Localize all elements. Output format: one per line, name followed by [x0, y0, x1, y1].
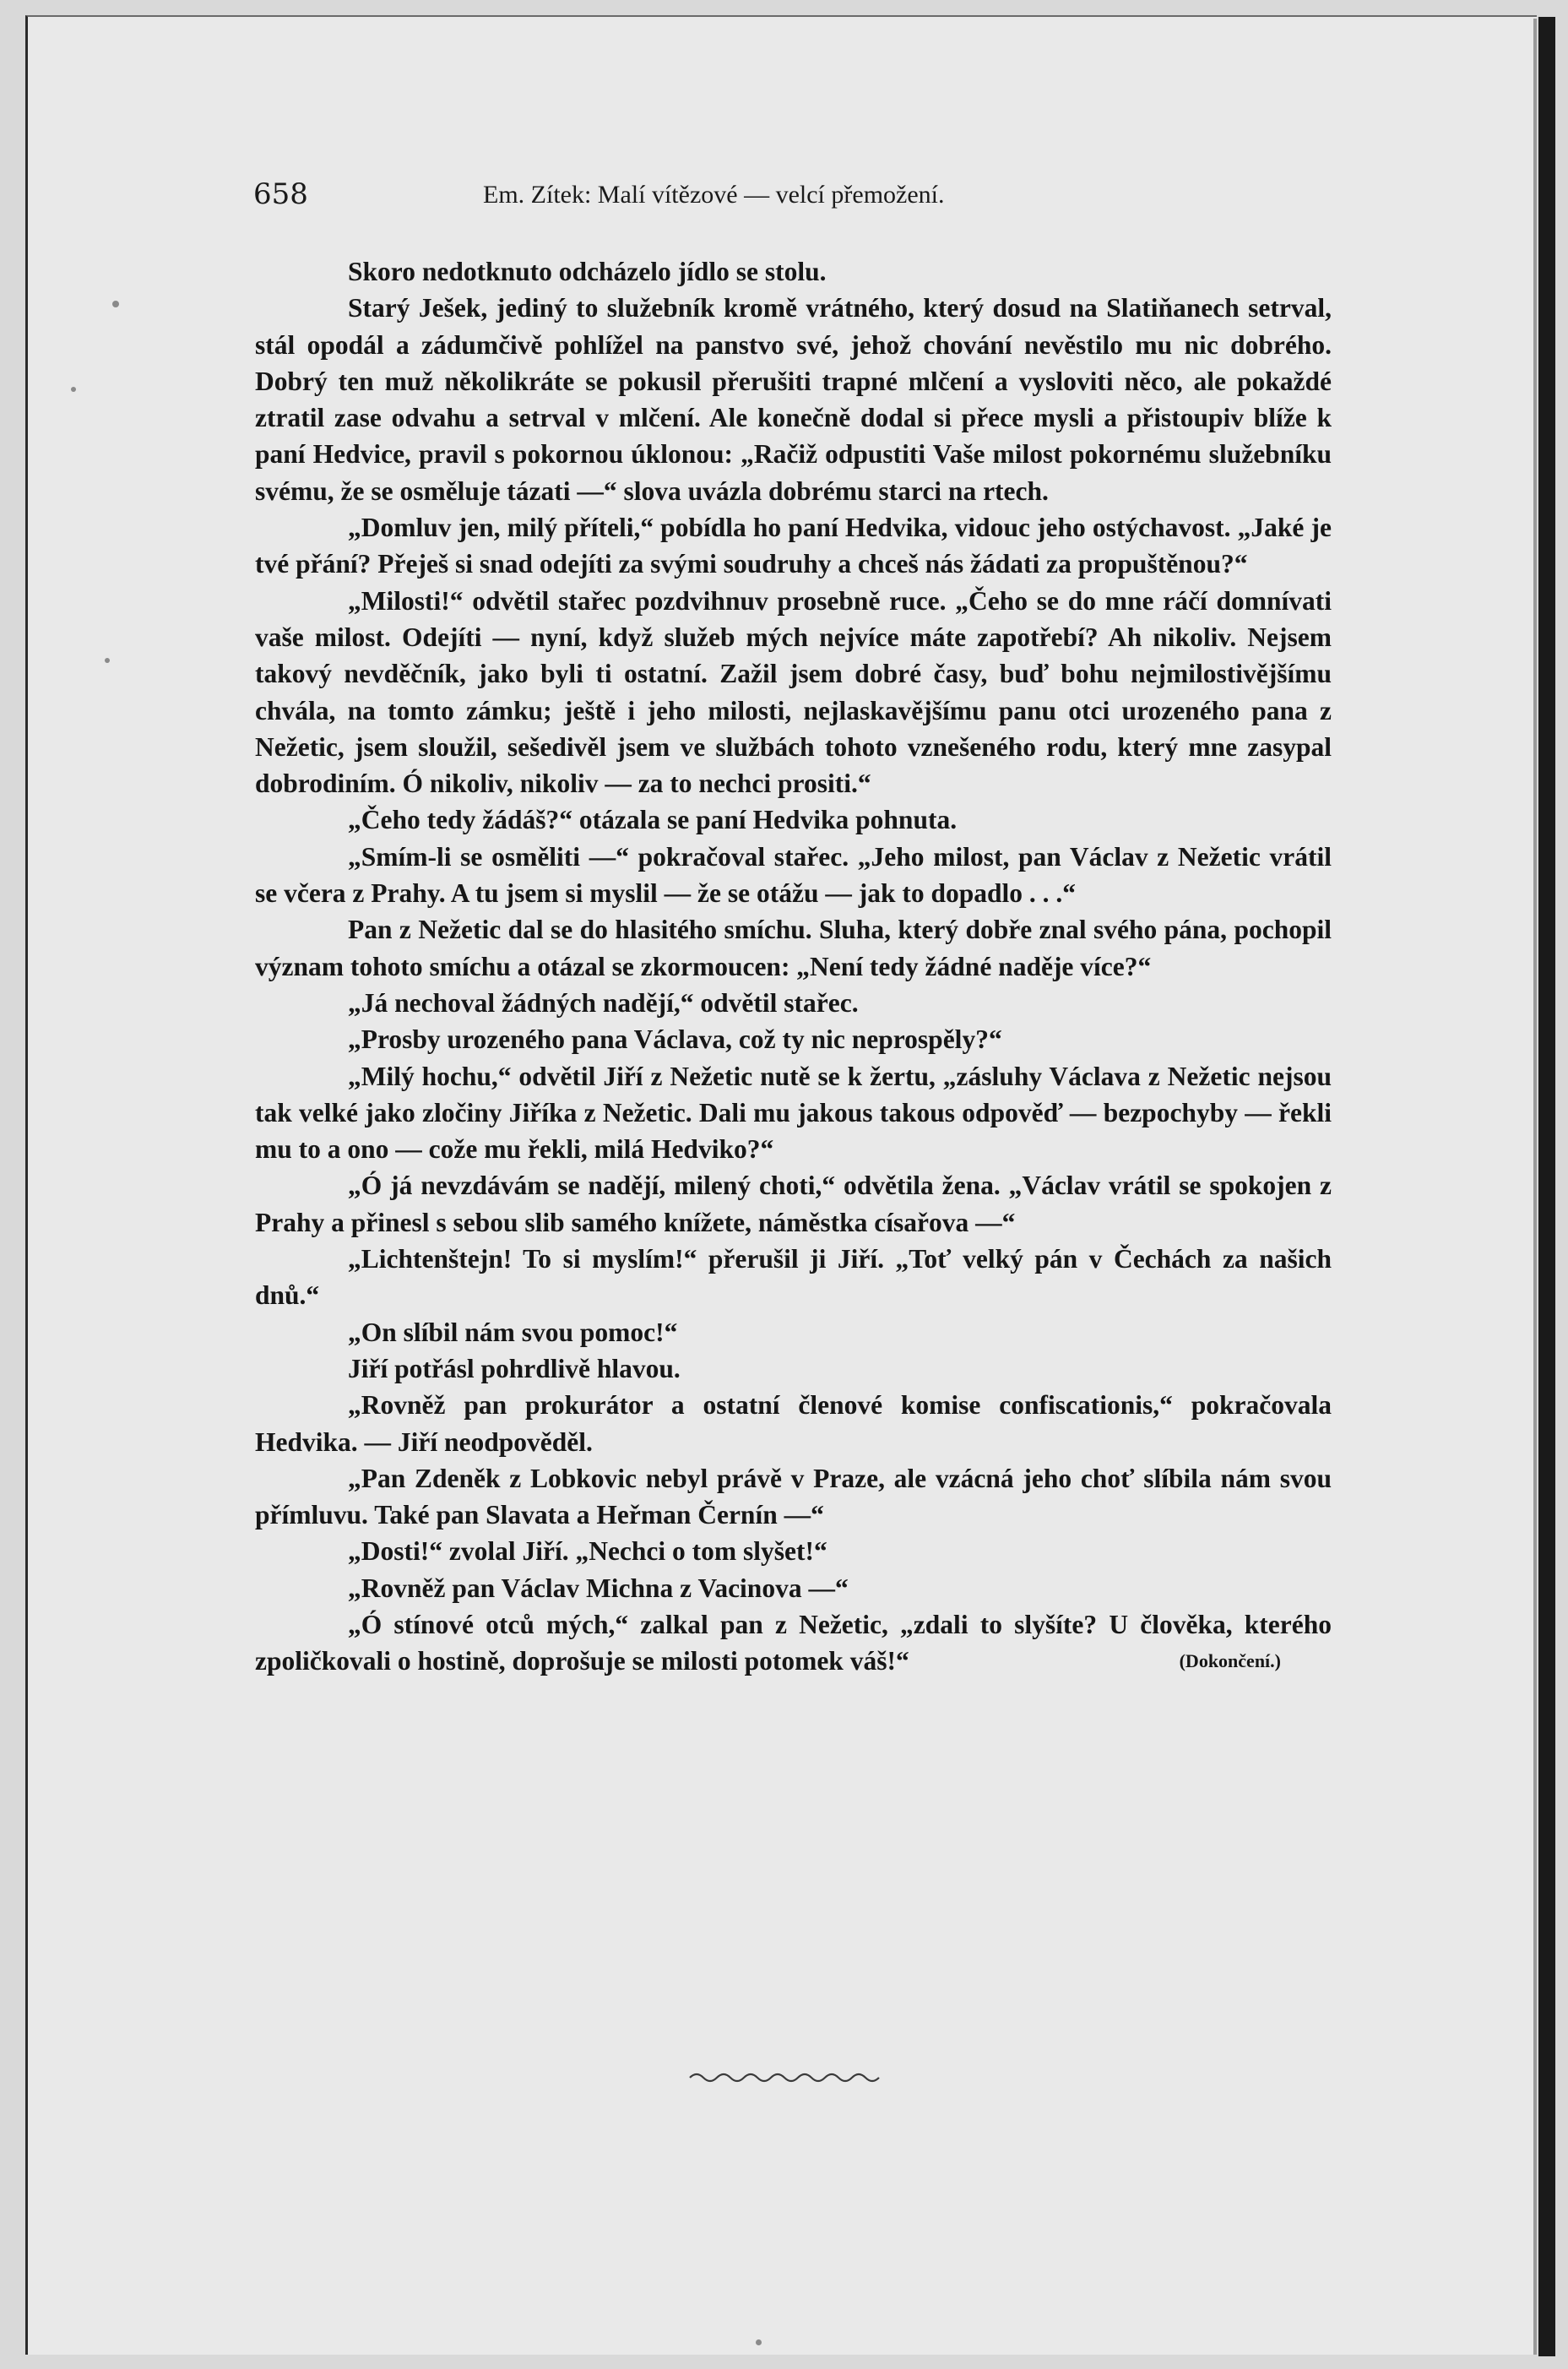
paragraph: Pan z Nežetic dal se do hlasitého smíchu. Sluha, který dobře znal svého pána, pochopil význam tohoto smíchu a otázal se zkormoucen: „Není tedy žádné naděje více?“ [255, 915, 1332, 981]
paragraph: „Rovněž pan prokurátor a ostatní členové komise confiscationis,“ pokračovala Hedvika. — Jiří neodpověděl. [255, 1390, 1332, 1457]
paragraph: Skoro nedotknuto odcházelo jídlo se stolu. [348, 257, 827, 286]
paragraph: „Milosti!“ odvětil stařec pozdvihnuv prosebně ruce. „Čeho se do mne ráčí domnívati vaše milost. Odejíti — nyní, když služeb mých nejvíce máte zapotřebí? Ah nikoliv. Nejsem takový nevděčník, jako byli ti ostatní. Zažil jsem dobré časy, buď bohu nejmilostivějšímu chvála, na tomto zámku; ještě i jeho milosti, nejlaskavějšímu panu otci urozeného pana z Nežetic, jsem sloužil, sešedivěl jsem ve službách tohoto vznešeného rodu, který mne zasypal dobrodiním. Ó nikoliv, nikoliv — za to nechci prositi.“ [255, 585, 1332, 799]
paragraph: „Lichtenštejn! To si myslím!“ přerušil ji Jiří. „Toť velký pán v Čechách za našich dnů.“ [255, 1244, 1332, 1311]
closing-paragraph [255, 1606, 1332, 1680]
paragraph: „Domluv jen, milý příteli,“ pobídla ho paní Hedvika, vidouc jeho ostýchavost. „Jaké je tvé přání? Přeješ si snad odejíti za svými soudruhy a chceš nás žádati za propuštěnou?“ [255, 513, 1332, 579]
page-number: 658 [253, 177, 308, 211]
page-edge-shadow [1533, 19, 1537, 2355]
paragraph: „Ó já nevzdávám se nadějí, milený choti,“ odvětila žena. „Václav vrátil se spokojen z Prahy a přinesl s sebou slib samého knížete, náměstka císařova —“ [255, 1171, 1332, 1237]
paragraph: „On slíbil nám svou pomoc!“ [348, 1317, 678, 1347]
paragraph: „Rovněž pan Václav Michna z Vacinova —“ [348, 1573, 849, 1603]
paragraph: „Prosby urozeného pana Václava, což ty nic neprospěly?“ [348, 1024, 1002, 1055]
body-text [255, 253, 1332, 1680]
scan-border [1538, 17, 1555, 2356]
scan-speck [71, 387, 76, 392]
paragraph: Jiří potřásl pohrdlivě hlavou. [348, 1353, 681, 1383]
running-title: Em. Zítek: Malí vítězové — velcí přemožení. [483, 181, 945, 209]
paragraph: Starý Ješek, jediný to služebník kromě vrátného, který dosud na Slatiňanech setrval, stál opodál a zádumčivě pohlížel na panstvo své, jehož chování nevěstilo mu nic dobrého. Dobrý ten muž několikráte se pokusil přerušiti trapné mlčení a vysloviti něco, ale pokaždé ztratil zase odvahu a setrval v mlčení. Ale konečně dodal si přece mysli a přistoupiv blíže k paní Hedvice, pravil s pokornou úklonou: „Račiž odpustiti Vaše milost pokornému služebníku svému, že se osměluje tázati —“ slova uvázla dobrému starci na rtech. [255, 293, 1332, 506]
scan-speck [105, 658, 110, 663]
paragraph: „Pan Zdeněk z Lobkovic nebyl právě v Praze, ale vzácná jeho choť slíbila nám svou přímluvu. Také pan Slavata a Heřman Černín —“ [255, 1463, 1332, 1530]
paragraph: „Dosti!“ zvolal Jiří. „Nechci o tom slyšet!“ [348, 1536, 827, 1567]
end-ornament [688, 2067, 882, 2084]
continuation-note: (Dokončení.) [1179, 1650, 1281, 1672]
paragraph: „Smím-li se osměliti —“ pokračoval stařec. „Jeho milost, pan Václav z Nežetic vrátil se včera z Prahy. A tu jsem si myslil — že se otážu — jak to dopadlo . . .“ [255, 841, 1332, 909]
paragraph: „Ó stínové otců mých,“ zalkal pan z Nežetic, „zdali to slyšíte? U člověka, kterého zpoličkovali o hostině, doprošuje se milosti potomek váš!“ [255, 1609, 1332, 1676]
paragraph: „Čeho tedy žádáš?“ otázala se paní Hedvika pohnuta. [348, 805, 958, 835]
paragraph: „Já nechoval žádných nadějí,“ odvětil stařec. [348, 987, 859, 1018]
scan-speck [756, 2339, 762, 2345]
scan-speck [112, 301, 119, 307]
page-header [253, 177, 1330, 215]
paragraph: „Milý hochu,“ odvětil Jiří z Nežetic nutě se k žertu, „zásluhy Václava z Nežetic nejsou tak velké jako zločiny Jiříka z Nežetic. Dali mu jakous takous odpověď — bezpochyby — řekli mu to a ono — cože mu řekli, milá Hedviko?“ [255, 1061, 1332, 1165]
